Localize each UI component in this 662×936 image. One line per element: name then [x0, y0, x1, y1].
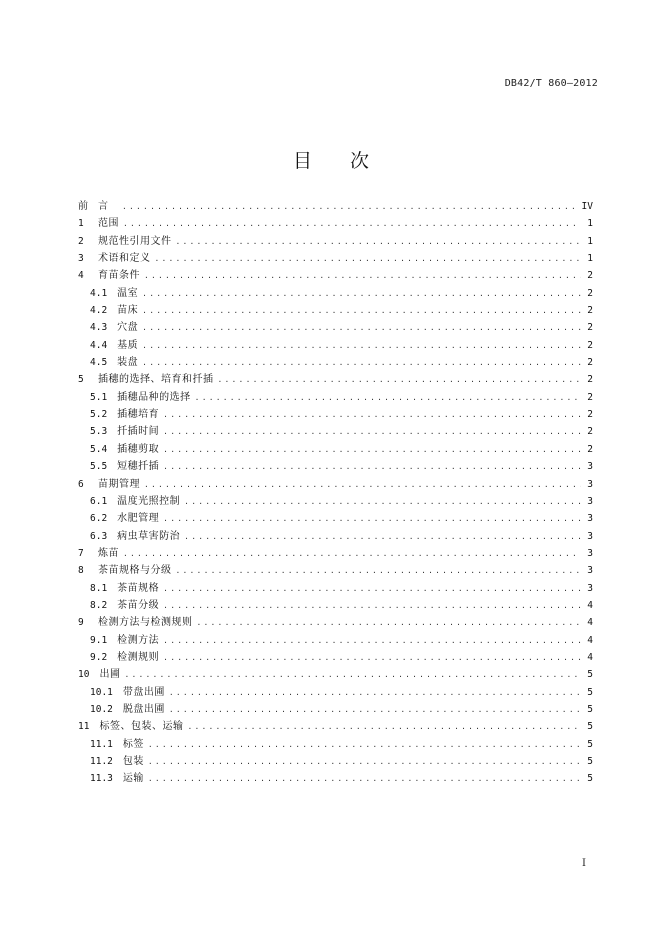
toc-entry-page: 4: [587, 651, 593, 663]
toc-leader-dots: [148, 770, 581, 787]
toc-entry-number: 1: [78, 218, 84, 230]
toc-entry-label: 包装: [122, 756, 144, 767]
toc-entry-label: 检测方法与检测规则: [98, 617, 193, 629]
toc-leader-dots: [123, 215, 581, 232]
toc-entry[interactable]: [78, 285, 593, 302]
toc-entry-page: 3: [587, 495, 593, 507]
page-title-left: 目: [292, 150, 312, 172]
toc-entry[interactable]: [78, 684, 593, 701]
toc-entry[interactable]: [78, 718, 593, 735]
toc-leader-dots: [155, 250, 582, 267]
toc-entry-label: 标签、包装、运输: [99, 721, 184, 733]
toc-entry-label: 带盘出圃: [122, 686, 165, 698]
toc-entry-page: 1: [587, 218, 593, 230]
toc-entry-label: 短穗扦插: [117, 461, 160, 473]
toc-leader-dots: [142, 337, 581, 354]
toc-entry-number: 前 言: [78, 201, 108, 212]
toc-entry[interactable]: [78, 458, 593, 475]
toc-entry[interactable]: [78, 371, 593, 388]
toc-leader-dots: [142, 285, 581, 302]
toc-leader-dots: [197, 614, 582, 631]
toc-entry-number: 4.4: [90, 339, 108, 351]
toc-entry[interactable]: [78, 545, 593, 562]
toc-entry-label: 茶苗规格与分级: [98, 565, 172, 577]
toc-entry[interactable]: [78, 493, 593, 510]
toc-entry-label: 苗期管理: [98, 478, 140, 490]
toc-entry-number: 11.1: [90, 738, 113, 750]
toc-entry[interactable]: [78, 597, 593, 614]
toc-entry-number: 9.1: [90, 634, 108, 646]
toc-entry-page: 5: [587, 686, 593, 698]
toc-entry[interactable]: [78, 580, 593, 597]
toc-leader-dots: [184, 528, 581, 545]
toc-entry-page: 3: [587, 513, 593, 525]
toc-entry[interactable]: [78, 423, 593, 440]
toc-entry-page: 3: [587, 547, 593, 559]
toc-entry[interactable]: [78, 510, 593, 527]
toc-entry[interactable]: [78, 250, 593, 267]
toc-leader-dots: [176, 233, 582, 250]
toc-entry-page: 5: [587, 703, 593, 715]
toc-entry-label: 装盘: [117, 357, 139, 369]
toc-entry-page: 4: [587, 599, 593, 611]
toc-entry-number: 11.3: [90, 773, 113, 785]
toc-leader-dots: [144, 476, 581, 493]
toc-entry-page: 2: [587, 305, 593, 317]
toc-entry-page: 2: [587, 409, 593, 421]
toc-entry-number: 6.2: [90, 513, 108, 525]
page-title-right: 次: [350, 150, 370, 172]
toc-entry-number: 10.2: [90, 703, 113, 715]
toc-leader-dots: [218, 371, 582, 388]
toc-entry-label: 病虫草害防治: [117, 530, 181, 542]
toc-entry-page: 2: [587, 339, 593, 351]
toc-entry-label: 基质: [117, 339, 139, 351]
toc-entry-number: 4.3: [90, 322, 108, 334]
toc-entry-number: 5: [78, 374, 84, 386]
toc-leader-dots: [195, 389, 581, 406]
toc-entry-label: 脱盘出圃: [122, 703, 165, 715]
toc-entry[interactable]: [78, 302, 593, 319]
toc-entry-number: 5.1: [90, 391, 108, 403]
toc-entry-number: 4: [78, 270, 84, 282]
toc-entry[interactable]: [78, 406, 593, 423]
toc-entry[interactable]: [78, 354, 593, 371]
toc-entry[interactable]: [78, 753, 593, 770]
toc-entry[interactable]: [78, 319, 593, 336]
toc-entry-page: 2: [587, 443, 593, 455]
toc-entry-label: 插穗品种的选择: [117, 391, 191, 403]
toc-leader-dots: [123, 545, 581, 562]
toc-entry-page: 5: [587, 721, 593, 733]
toc-entry[interactable]: [78, 476, 593, 493]
page-title: [0, 146, 662, 173]
toc-entry[interactable]: [78, 528, 593, 545]
toc-entry[interactable]: [78, 649, 593, 666]
toc-leader-dots: [169, 684, 581, 701]
toc-leader-dots: [187, 718, 581, 735]
toc-leader-dots: [144, 267, 581, 284]
toc-entry-number: 9.2: [90, 651, 108, 663]
table-of-contents: [78, 198, 593, 788]
toc-entry-number: 11.2: [90, 756, 113, 767]
toc-entry-label: 育苗条件: [98, 270, 140, 282]
toc-entry-number: 5.3: [90, 426, 108, 438]
toc-entry-page: 2: [587, 322, 593, 334]
toc-entry-label: 苗床: [117, 305, 139, 317]
toc-entry[interactable]: [78, 736, 593, 753]
toc-leader-dots: [122, 198, 578, 215]
toc-entry[interactable]: [78, 562, 593, 579]
toc-entry-label: 运输: [122, 773, 144, 785]
toc-entry-number: 6.1: [90, 495, 108, 507]
toc-entry-page: 2: [587, 391, 593, 403]
toc-entry[interactable]: [78, 701, 593, 718]
toc-entry-label: 出圃: [99, 669, 121, 681]
toc-entry[interactable]: [78, 389, 593, 406]
toc-entry-page: 3: [587, 478, 593, 490]
toc-entry-page: 2: [587, 357, 593, 369]
toc-entry-label: 穴盘: [117, 322, 139, 334]
toc-entry-label: 水肥管理: [117, 513, 160, 525]
toc-entry[interactable]: [78, 770, 593, 787]
toc-entry-page: 2: [587, 374, 593, 386]
toc-leader-dots: [163, 458, 581, 475]
toc-entry-number: 8.1: [90, 582, 108, 594]
toc-leader-dots: [163, 580, 581, 597]
toc-leader-dots: [163, 423, 581, 440]
toc-entry[interactable]: [78, 267, 593, 284]
toc-entry-label: 插穗的选择、培育和扦插: [98, 374, 214, 386]
toc-entry-number: 9: [78, 617, 84, 629]
toc-leader-dots: [124, 666, 581, 683]
toc-leader-dots: [169, 701, 581, 718]
toc-leader-dots: [163, 406, 581, 423]
toc-entry-number: 5.5: [90, 461, 108, 473]
toc-entry-label: 术语和定义: [98, 253, 151, 265]
toc-entry-number: 3: [78, 253, 84, 265]
toc-entry-label: 茶苗规格: [117, 582, 160, 594]
toc-entry-label: 炼苗: [98, 547, 119, 559]
toc-entry-page: 5: [587, 773, 593, 785]
toc-entry-number: 6: [78, 478, 84, 490]
toc-entry-page: 2: [587, 426, 593, 438]
toc-entry[interactable]: [78, 215, 593, 232]
toc-entry-page: 3: [587, 582, 593, 594]
toc-leader-dots: [148, 753, 581, 770]
toc-entry-label: 标签: [122, 738, 144, 750]
toc-entry-label: 茶苗分级: [117, 599, 160, 611]
toc-entry-number: 4.5: [90, 357, 108, 369]
toc-entry-number: 8: [78, 565, 84, 577]
toc-entry[interactable]: [78, 666, 593, 683]
toc-entry[interactable]: [78, 198, 593, 215]
toc-leader-dots: [176, 562, 582, 579]
toc-entry-page: 5: [587, 669, 593, 681]
toc-leader-dots: [148, 736, 581, 753]
toc-leader-dots: [142, 302, 581, 319]
toc-entry-number: 11: [78, 721, 90, 733]
toc-entry[interactable]: [78, 233, 593, 250]
toc-entry-number: 5.4: [90, 443, 108, 455]
toc-entry-number: 4.2: [90, 305, 108, 317]
toc-entry[interactable]: [78, 441, 593, 458]
toc-entry-page: 4: [587, 617, 593, 629]
toc-entry-label: 温度光照控制: [117, 495, 181, 507]
toc-leader-dots: [142, 319, 581, 336]
toc-leader-dots: [142, 354, 581, 371]
toc-entry-page: 2: [587, 270, 593, 282]
toc-entry-page: 5: [587, 738, 593, 750]
toc-entry-label: 温室: [117, 287, 139, 299]
toc-entry[interactable]: [78, 337, 593, 354]
toc-entry-page: 3: [587, 565, 593, 577]
toc-leader-dots: [163, 510, 581, 527]
toc-entry-page: 3: [587, 461, 593, 473]
toc-leader-dots: [163, 597, 581, 614]
toc-entry-number: 4.1: [90, 287, 108, 299]
toc-entry-label: 检测规则: [117, 651, 160, 663]
toc-entry-page: 4: [587, 634, 593, 646]
toc-entry-page: 1: [587, 253, 593, 265]
toc-entry-page: 3: [587, 530, 593, 542]
toc-entry-page: IV: [581, 201, 593, 212]
toc-entry-label: 检测方法: [117, 634, 160, 646]
page-number: I: [582, 858, 586, 869]
toc-entry-number: 10: [78, 669, 90, 681]
toc-entry-number: 7: [78, 547, 84, 559]
toc-entry-label: 插穗剪取: [117, 443, 160, 455]
toc-entry-page: 5: [587, 756, 593, 767]
toc-leader-dots: [184, 493, 581, 510]
toc-entry[interactable]: [78, 632, 593, 649]
toc-entry-page: 2: [587, 287, 593, 299]
toc-entry-number: 8.2: [90, 599, 108, 611]
toc-entry-label: 范围: [98, 218, 119, 230]
toc-entry-number: 6.3: [90, 530, 108, 542]
toc-entry-number: 2: [78, 235, 84, 247]
toc-entry-label: 插穗培育: [117, 409, 160, 421]
toc-entry-page: 1: [587, 235, 593, 247]
toc-entry-label: 扦插时间: [117, 426, 160, 438]
toc-leader-dots: [163, 632, 581, 649]
standard-code: DB42/T 860—2012: [504, 78, 598, 89]
toc-entry-number: 10.1: [90, 686, 113, 698]
toc-leader-dots: [163, 441, 581, 458]
toc-leader-dots: [163, 649, 581, 666]
toc-entry-label: 规范性引用文件: [98, 235, 172, 247]
toc-entry[interactable]: [78, 614, 593, 631]
toc-entry-number: 5.2: [90, 409, 108, 421]
